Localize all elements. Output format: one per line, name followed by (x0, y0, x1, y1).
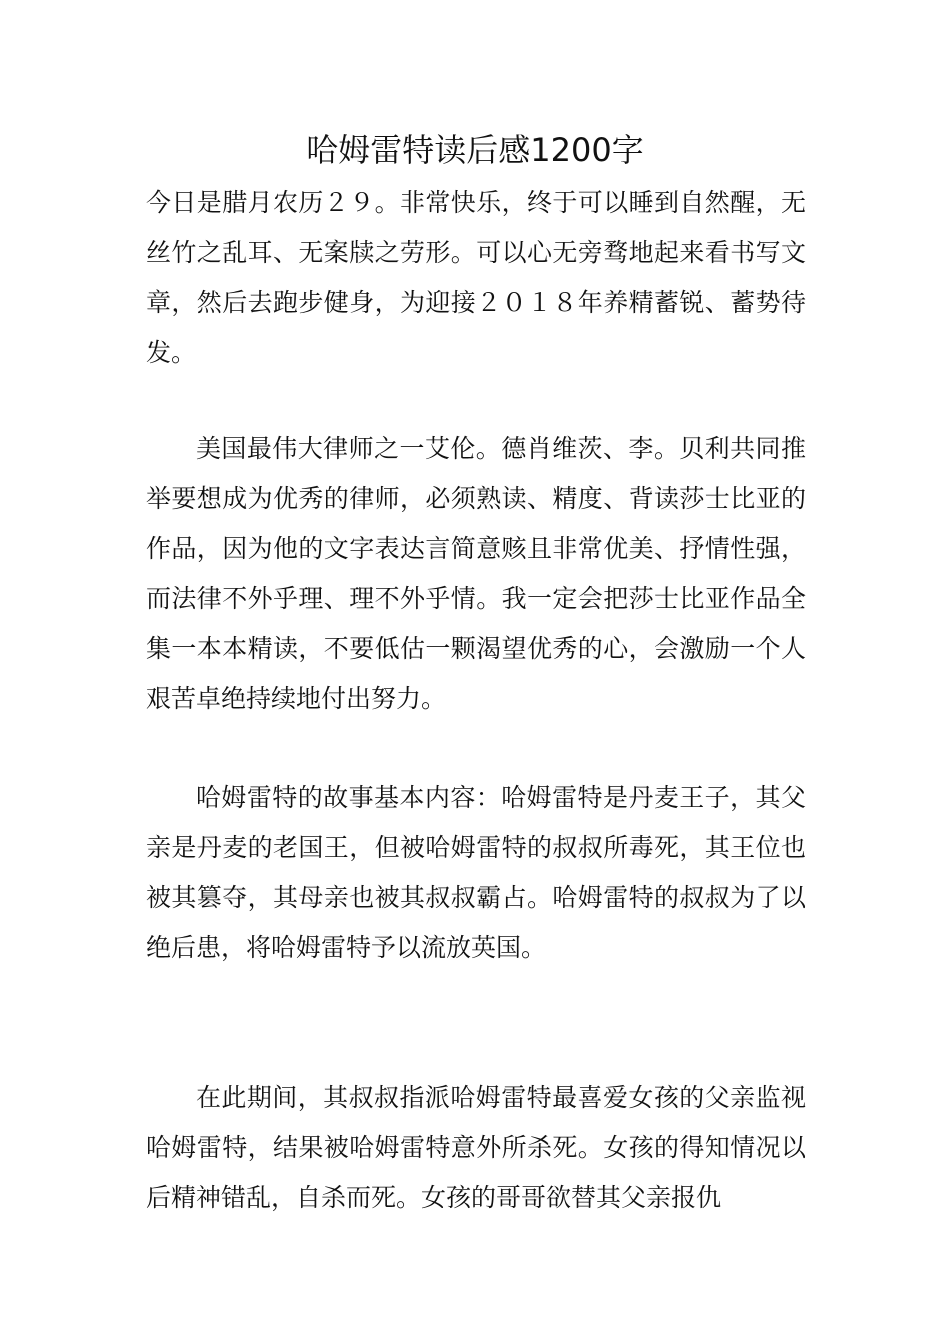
paragraph-2: 美国最伟大律师之一艾伦。德肖维茨、李。贝利共同推举要想成为优秀的律师，必须熟读、精度、背读莎士比亚的作品，因为他的文字表达言简意赅且非常优美、抒情性强，而法律不外乎理、理不外乎情。我一定会把莎士比亚作品全集一本本精读，不要低估一颗渴望优秀的心，会激励一个人艰苦卓绝持续地付出努力。 (146, 434, 806, 713)
document-title: 哈姆雷特读后感1200字 (306, 131, 644, 169)
paragraph-1: 今日是腊月农历２９。非常快乐，终于可以睡到自然醒，无丝竹之乱耳、无案牍之劳形。可以心无旁骛地起来看书写文章，然后去跑步健身，为迎接２０１８年养精蓄锐、蓄势待发。 (146, 188, 806, 367)
paragraph-4: 在此期间，其叔叔指派哈姆雷特最喜爱女孩的父亲监视哈姆雷特，结果被哈姆雷特意外所杀死。女孩的得知情况以后精神错乱，自杀而死。女孩的哥哥欲替其父亲报仇 (146, 1083, 806, 1212)
paragraph-3: 哈姆雷特的故事基本内容：哈姆雷特是丹麦王子，其父亲是丹麦的老国王，但被哈姆雷特的叔叔所毒死，其王位也被其篡夺，其母亲也被其叔叔霸占。哈姆雷特的叔叔为了以绝后患，将哈姆雷特予以流放英国。 (146, 783, 806, 962)
